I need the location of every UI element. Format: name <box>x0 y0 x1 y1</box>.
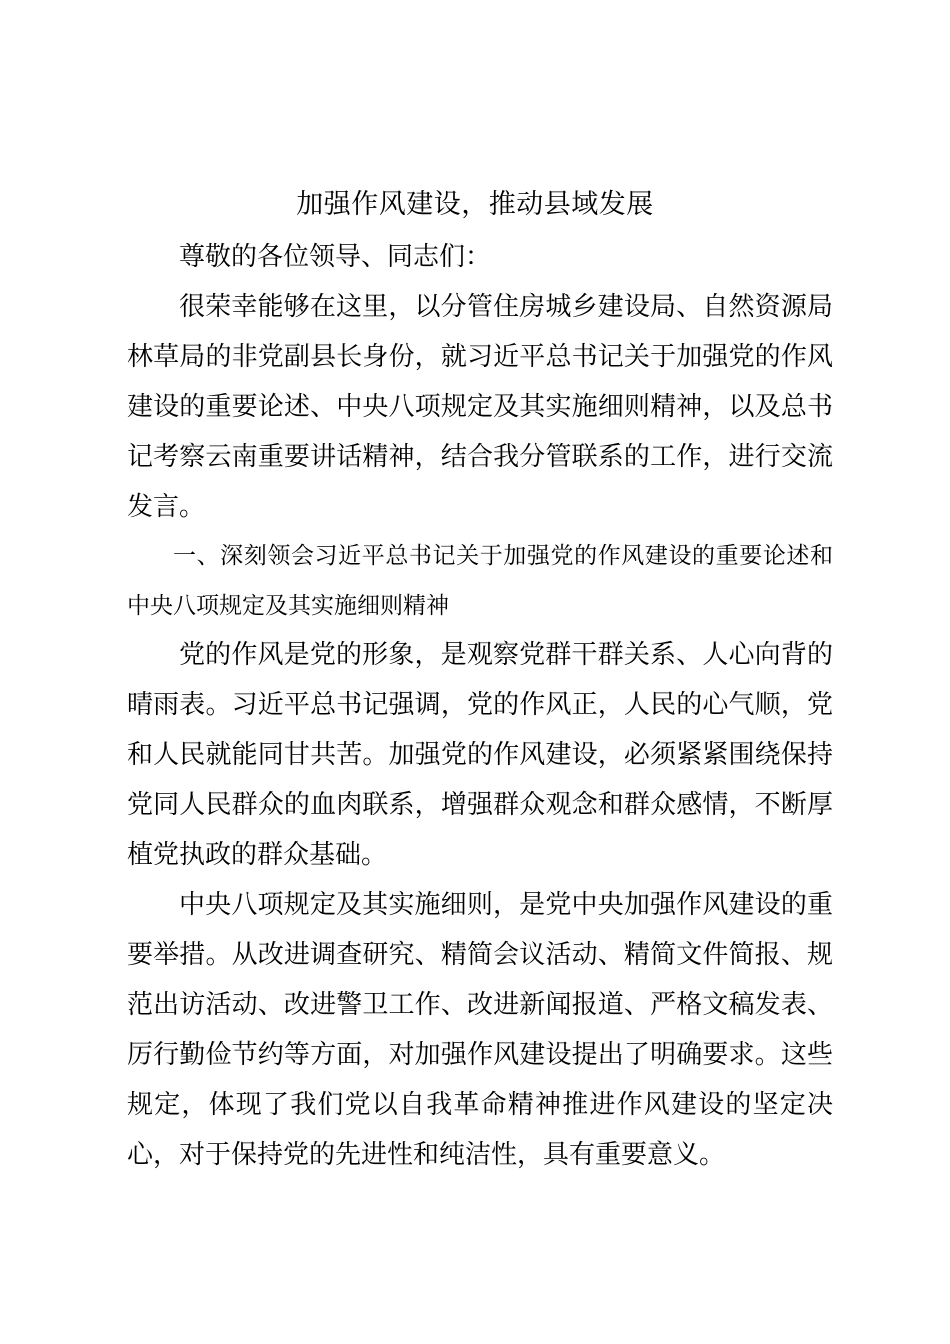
salutation: 尊敬的各位领导、同志们： <box>179 242 492 272</box>
paragraph-intro: 很荣幸能够在这里，以分管住房城乡建设局、自然资源局林草局的非党副县长身份，就习近平总书记关于加强党的作风建设的重要论述、中央八项规定及其实施细则精神，以及总书记考察云南重要讲话精神，结合我分管联系的工作，进行交流发言。 <box>127 292 833 522</box>
document-title: 加强作风建设，推动县域发展 <box>296 189 654 220</box>
paragraph-eight-rules: 中央八项规定及其实施细则，是党中央加强作风建设的重要举措。从改进调查研究、精简会议活动、精简文件简报、规范出访活动、改进警卫工作、改进新闻报道、严格文稿发表、厉行勤俭节约等方面，对加强作风建设提出了明确要求。这些规定，体现了我们党以自我革命精神推进作风建设的坚定决心，对于保持党的先进性和纯洁性，具有重要意义。 <box>127 890 833 1170</box>
section-heading-1: 一、深刻领会习近平总书记关于加强党的作风建设的重要论述和中央八项规定及其实施细则精神 <box>127 543 833 619</box>
paragraph-party-style: 党的作风是党的形象，是观察党群干群关系、人心向背的晴雨表。习近平总书记强调，党的作风正，人民的心气顺，党和人民就能同甘共苦。加强党的作风建设，必须紧紧围绕保持党同人民群众的血肉联系，增强群众观念和群众感情，不断厚植党执政的群众基础。 <box>127 640 833 870</box>
